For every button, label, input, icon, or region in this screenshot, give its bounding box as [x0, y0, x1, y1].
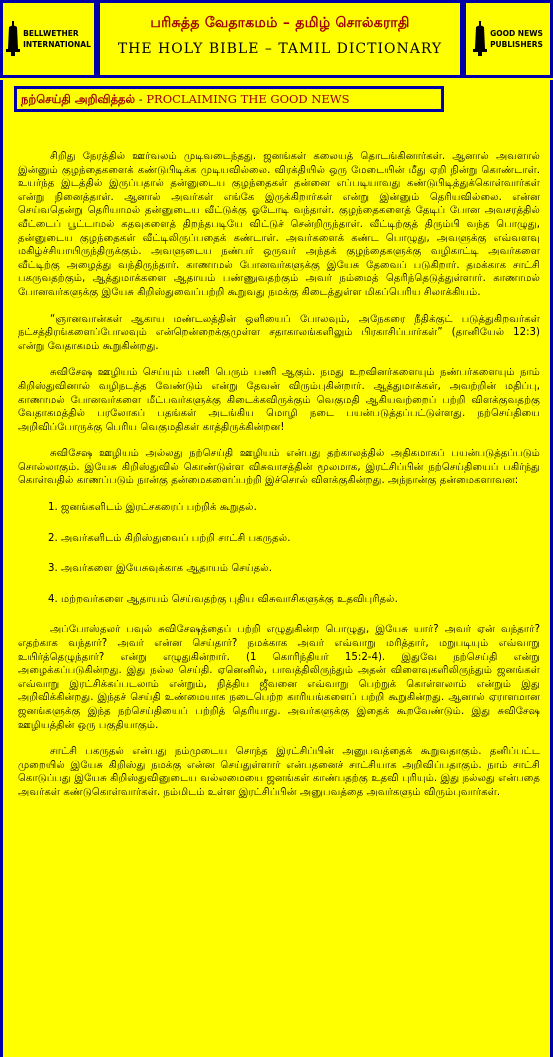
characteristics-list: [18, 501, 540, 606]
section-title: [14, 86, 444, 112]
list-item: 3. அவர்களை இயேசுவுக்காக ஆதாயம் செய்தல்.: [48, 563, 272, 575]
section-title-tamil: நற்செய்தி அறிவித்தல்: [21, 92, 136, 106]
left-logo-line1: BELLWETHER: [23, 29, 79, 38]
section-title-separator: -: [135, 92, 147, 106]
title-english: THE HOLY BIBLE – TAMIL DICTIONARY: [117, 41, 443, 57]
page-header: [0, 0, 553, 80]
paragraph: “ஞானவான்கள் ஆகாய மண்டலத்தின் ஒளியைப் போலவும், அநேகரை நீதிக்குட் படுத்துகிறவர்கள் நட்சத்திரங்களைப்போலவும் என்றென்றைக்குமுள்ள சதாகாலங்களிலும் பிரகாசிப்பார்கள்” (தானியேல் 12:3) என்று வேதாகமம் கூறுகின்றது.: [18, 313, 540, 352]
paragraph: சிறிது நேரத்தில் ஊர்வலம் முடிவடைந்தது. ஜனங்கள் கலையத் தொடங்கினார்கள். ஆனால் அவளால் இன்னும் குழந்தைகளைக் கண்டுபிடிக்க முடியவில்லை. விரக்தியில் ஒரு மேடையின் மீது ஏறி நின்று கொண்டாள். உயர்ந்த இடத்தில் இருப்பதால் தன்னுடைய குழந்தைகள் தன்னை எப்படியாவது கண்டுபிடித்துக்கொள்வார்கள் என்று நினைத்தாள். ஆனால் அவர்கள் எங்கே இருக்கிறார்கள் என்று இன்னும் தெரியவில்லை. என்ன செய்வதென்று தெரியாமல் தன்னுடைய வீட்டுக்கு ஓடோடி வந்தாள். குழந்தைகளைத் தேடிப் போன அவசரத்தில் வீட்டைப் பூட்டாமல் கதவுகளைத் திறந்தபடியே விட்டுச் சென்றிருந்தாள். வீட்டிற்குத் திரும்பி வந்த பொழுது, தன்னுடைய குழந்தைகள் வீட்டிலிருப்பதைக் கண்டாள். அவர்களைக் கண்ட பொழுது, அவளுக்கு எவ்வளவு மகிழ்ச்சியாயிருந்திருக்கும். அவளுடைய நண்பர் ஒருவர் அந்தக் குழந்தைகளுக்கு வழிகாட்டி அவர்களை வீட்டிற்கு அழைத்து வந்திருந்தார். காணாமல் போனவர்களுக்கு இயேசு தேவைப் படுகிறார். தமக்காக சாட்சி பகருவதற்கும், ஆத்துமாக்களை ஆதாயம் பண்ணுவதற்கும் அவர் நம்மைத் தெரிந்தெடுத்துள்ளார். காணாமல் போனவர்களுக்கு இயேசு கிறிஸ்துவைப்பற்றி கூறுவது நமக்கு கிடைத்துள்ள மிகப்பெரிய சிலாக்கியம்.: [18, 151, 540, 298]
left-logo-line2: INTERNATIONAL: [23, 40, 91, 49]
good-news-logo: [463, 0, 553, 78]
section-title-english: PROCLAIMING THE GOOD NEWS: [146, 92, 350, 106]
right-logo-line2: PUBLISHERS: [490, 40, 543, 49]
list-item: 4. மற்றவர்களை ஆதாயம் செய்வதற்கு புதிய விசுவாசிகளுக்கு உதவிபுரிதல்.: [48, 593, 398, 605]
bell-icon: [6, 21, 20, 57]
right-logo-line1: GOOD NEWS: [490, 29, 543, 38]
article-body: [18, 150, 540, 813]
list-item: 2. அவர்களிடம் கிறிஸ்துவைப் பற்றி சாட்சி பகருதல்.: [48, 532, 291, 544]
paragraph: சுவிசேஷ ஊழியம் செய்யும் பணி பெரும் பணி ஆகும். நமது உறவினர்களையும் நண்பர்களையும் நாம் கிறிஸ்துவினால் வழிநடத்த வேண்டும் என்று தேவன் விரும்புகின்றார். ஆத்துமாக்கள், அவற்றின் மதிப்பு, காணாமல் போனவர்களை மீட்பவர்களுக்கு கிடைக்கவிருக்கும் வெகுமதி ஆகியவற்றைப் பற்றி விளக்குவதற்கு வேதாகமத்தில் பரலோகப் பதங்கள் அடங்கிய மொழி நடை பயன்படுத்தப்பட்டுள்ளது. நற்செய்தியை அறிவிப்போருக்கு பெரிய வெகுமதிகள் காத்திருக்கின்றன!: [18, 367, 540, 433]
list-item: 1. ஜனங்களிடம் இரட்சகரைப் பற்றிக் கூறுதல்.: [48, 502, 257, 514]
bell-icon: [473, 21, 487, 57]
bellwether-logo: [0, 0, 97, 78]
title-tamil: பரிசுத்த வேதாகமம் – தமிழ் சொல்கராதி: [150, 15, 410, 31]
paragraph: அப்போஸ்தலர் பவுல் சுவிசேஷத்தைப் பற்றி எழுதுகின்ற பொழுது, இயேசு யார்? அவர் ஏன் வந்தார்? எதற்காக வந்தார்? அவர் என்ன செய்தார்? நமக்காக அவர் எவ்வாறு மரித்தார், மறுபடியும் எவ்வாறு உயிர்த்தெழுந்தார்? என்று எழுதுகின்றார். (1 கொரிந்தியர் 15:2-4). இதுவே நற்செய்தி என்று அழைக்கப்படுகின்றது. இது நல்ல செய்தி. ஏனெனில், பாவத்திலிருந்தும் அதன் விளைவுகளிலிருந்தும் ஜனங்கள் எவ்வாறு இரட்சிக்கப்படலாம் என்றும், நித்திய ஜீவனை எவ்வாறு பெற்றுக் கொள்ளலாம் என்றும் இது அறிவிக்கின்றது. இந்தச் செய்தி உண்மையாக நடைபெற்ற காரியங்களைப் பற்றி கூறுகின்றது. ஆனால் ஏராளமான ஜனங்களுக்கு இந்த நற்செய்தியைப் பற்றித் தெரியாது. அவர்களுக்கு இதைக் கூறவேண்டும். இது சுவிசேஷ ஊழியத்தின் ஒரு பகுதியாகும்.: [18, 624, 540, 731]
paragraph: சாட்சி பகருதல் என்பது நம்முடைய சொந்த இரட்சிப்பின் அனுபவத்தைக் கூறுவதாகும். தனிப்பட்ட முறையில் இயேசு கிறிஸ்து நமக்கு என்ன செய்துள்ளார் என்பதனைச் சாட்சியாக அறிவிப்பதாகும். நாம் சாட்சி கொடுப்பது இயேசு கிறிஸ்துவினுடைய வல்லமையை ஜனங்கள் காண்பதற்கு உதவி புரியும். இது நல்லது என்பதை அவர்கள் கண்டுகொள்வார்கள். நம்மிடம் உள்ள இரட்சிப்பின் அனுபவத்தை அவர்களும் விரும்புவார்கள்.: [18, 746, 540, 798]
paragraph: சுவிசேஷ ஊழியம் அல்லது நற்செய்தி ஊழியம் என்பது தற்காலத்தில் அதிகமாகப் பயன்படுத்தப்படும் சொல்லாகும். இயேசு கிறிஸ்துவில் கொண்டுள்ள விசுவாசத்தின் மூலமாக, இரட்சிப்பின் நற்செய்தியைப் பகிர்ந்து கொள்வதில் காணப்படும் நான்கு தன்மைகளைப்பற்றி இச்சொல் விளக்குகின்றது. அந்நான்கு தன்மைகளாவன:: [18, 448, 540, 487]
title-box: [97, 0, 463, 78]
